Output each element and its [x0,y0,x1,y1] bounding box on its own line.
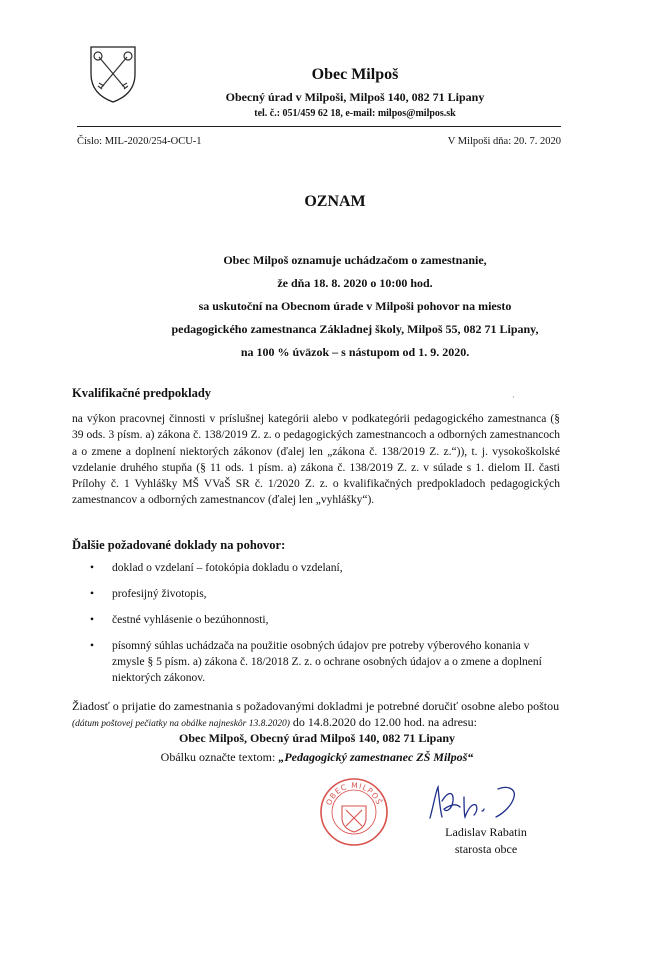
municipality-name: Obec Milpoš [311,66,399,83]
submission-text [72,698,562,732]
announcement-line-5: na 100 % úväzok – s nástupom od 1. 9. 2020. [240,345,470,359]
envelope-instruction [72,750,562,765]
submission-text-before: Žiadosť o prijatie do zamestnania s požadovanými dokladmi je potrebné doručiť osobne alebo poštou [72,699,560,713]
office-address: Obecný úrad v Milpoši, Milpoš 140, 082 71 Lipany [225,90,485,104]
signatory-name: Ladislav Rabatin [445,825,527,839]
announcement-line-4: pedagogického zamestnanca Základnej školy, Milpoš 55, 082 71 Lipany, [171,322,539,336]
envelope-text: „Pedagogický zamestnanec ZŠ Milpoš“ [278,750,474,764]
documents-list [80,560,560,696]
header-divider [77,126,561,127]
submission-text-after: do 14.8.2020 do 12.00 hod. na adresu: [292,715,477,729]
signatory [440,824,532,858]
list-item: • čestné vyhlásenie o bezúhonnosti, [80,612,560,628]
list-item: • doklad o vzdelaní – fotokópia dokladu o vzdelaní, [80,560,560,576]
official-seal-icon [318,776,390,848]
envelope-label: Obálku označte textom: [160,750,276,764]
list-item: • písomný súhlas uchádzača na použitie osobných údajov pre potreby výberového konania v zmysle § 5 písm. a) zákona č. 18/2018 Z. z. o ochrane osobných údajov a o zmene a doplnení niektorých zákonov. [80,638,560,686]
scan-mark: · [512,393,515,402]
reference-number: Číslo: MIL-2020/254-OCU-1 [77,136,202,147]
qualifications-heading: Kvalifikačné predpoklady [72,386,212,400]
signature-icon [420,783,530,823]
signatory-role: starosta obce [454,842,518,856]
postmark-note: (dátum poštovej pečiatky na obálke najneskôr 13.8.2020) [72,719,290,729]
announcement-line-2: že dňa 18. 8. 2020 o 10:00 hod. [277,276,433,290]
documents-heading: Ďalšie požadované doklady na pohovor: [72,538,286,552]
announcement-line-1: Obec Milpoš oznamuje uchádzačom o zamestnanie, [223,253,487,267]
submission-address: Obec Milpoš, Obecný úrad Milpoš 140, 082 71 Lipany [178,731,456,745]
announcement-line-3: sa uskutoční na Obecnom úrade v Milpoši pohovor na miesto [198,299,512,313]
svg-text:OBEC MILPOŠ: OBEC MILPOŠ [324,780,384,807]
qualifications-text: na výkon pracovnej činnosti v príslušnej kategórii alebo v podkategórii pedagogického zamestnanca (§ 39 ods. 3 písm. a) zákona č. 138/2019 Z. z. o pedagogických zamestnancoch a odborných zamestnancoch a o zmene a doplnení niektorých zákonov (ďalej len „zákona č. 138/2019 Z. z.“)), t. j. vysokoškolské vzdelanie druhého stupňa (§ 11 ods. 1 písm. a) zákona č. 138/2019 Z. z. v súlade s 1. dielom II. časti Prílohy č. 1 Vyhlášky MŠ VVaŠ SR č. 1/2020 Z. z. o kvalifikačných predpokladoch pedagogických zamestnancov a odborných zamestnancov (ďalej len „vyhlášky“). [72,413,560,507]
list-item: • profesijný životopis, [80,586,560,602]
contact-info: tel. č.: 051/459 62 18, e-mail: milpos@milpos.sk [254,108,456,119]
place-date: V Milpoši dňa: 20. 7. 2020 [447,136,561,147]
document-title: OZNAM [304,193,366,210]
